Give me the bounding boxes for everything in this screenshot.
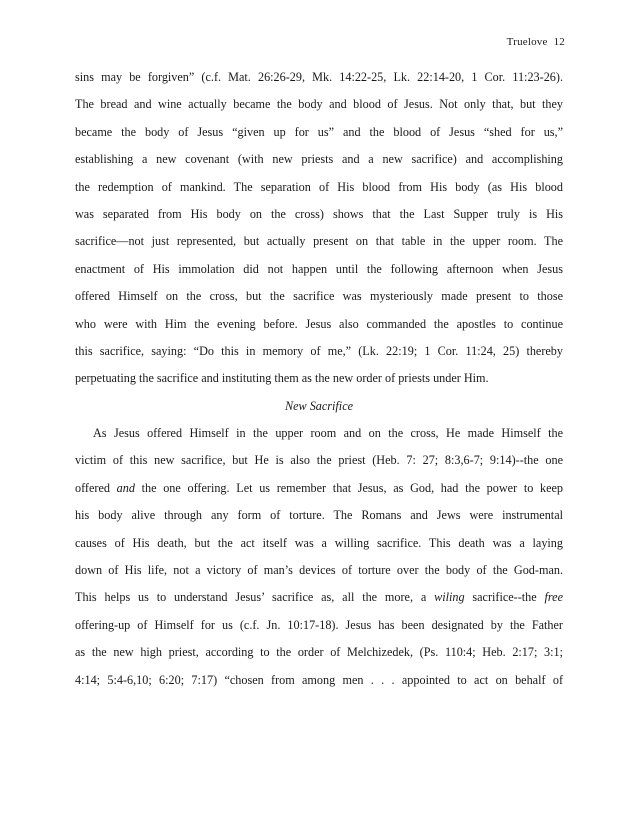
text-line: enactment of His immolation did not happen until the following afternoon when Jesus — [75, 261, 563, 276]
emphasis-text: and — [116, 480, 135, 495]
emphasis-text: wiling — [434, 590, 465, 605]
running-header — [507, 36, 565, 48]
text-line: became the body of Jesus “given up for us” and the blood of Jesus “shed for us,” — [75, 124, 563, 139]
header-author: Truelove — [506, 36, 548, 48]
text-line: The bread and wine actually became the body and blood of Jesus. Not only that, but they — [75, 97, 563, 112]
section-heading: New Sacrifice — [284, 398, 354, 413]
text-line: as the new high priest, according to the order of Melchizedek, (Ps. 110:4; Heb. 2:17; 3:1; — [75, 645, 563, 660]
text-line: down of His life, not a victory of man’s devices of torture over the body of the God-man. — [75, 563, 563, 578]
text-line: As Jesus offered Himself in the upper room and on the cross, He made Himself the — [93, 426, 563, 441]
text-line: the redemption of mankind. The separation of His blood from His body (as His blood — [75, 179, 563, 194]
text-line: establishing a new covenant (with new priests and a new sacrifice) and accomplishing — [75, 152, 563, 167]
text-run: the one offering. Let us remember that Jesus, as God, had the power to keep — [134, 480, 563, 495]
body-text — [75, 64, 563, 694]
text-line: 4:14; 5:4-6,10; 6:20; 7:17) “chosen from among men . . . appointed to act on behalf of — [75, 672, 563, 687]
text-line: victim of this new sacrifice, but He is also the priest (Heb. 7: 27; 8:3,6-7; 9:14)--the one — [75, 453, 563, 468]
text-line — [75, 475, 563, 502]
text-line: perpetuating the sacrifice and instituting them as the new order of priests under Him. — [75, 371, 489, 386]
text-line: offering-up of Himself for us (c.f. Jn. 10:17-18). Jesus has been designated by the Father — [75, 617, 563, 632]
text-line: this sacrifice, saying: “Do this in memory of me,” (Lk. 22:19; 1 Cor. 11:24, 25) thereby — [75, 343, 563, 358]
text-line: was separated from His body on the cross) shows that the Last Supper truly is His — [75, 206, 563, 221]
text-line: sins may be forgiven” (c.f. Mat. 26:26-29, Mk. 14:22-25, Lk. 22:14-20, 1 Cor. 11:23-26). — [75, 70, 563, 84]
page-number: 12 — [553, 36, 565, 48]
text-run: This helps us to understand Jesus’ sacrifice as, all the more, a — [75, 590, 435, 605]
text-run: offered — [75, 480, 117, 495]
text-run: sacrifice--the — [464, 590, 545, 605]
text-line: his body alive through any form of torture. The Romans and Jews were instrumental — [75, 508, 563, 523]
text-line: offered Himself on the cross, but the sacrifice was mysteriously made present to those — [75, 289, 563, 304]
text-line: sacrifice—not just represented, but actually present on that table in the upper room. The — [75, 234, 563, 249]
text-line: who were with Him the evening before. Jesus also commanded the apostles to continue — [75, 316, 563, 331]
emphasis-text: free — [544, 590, 563, 605]
text-line: causes of His death, but the act itself was a willing sacrifice. This death was a laying — [75, 535, 563, 550]
text-line — [75, 584, 563, 611]
